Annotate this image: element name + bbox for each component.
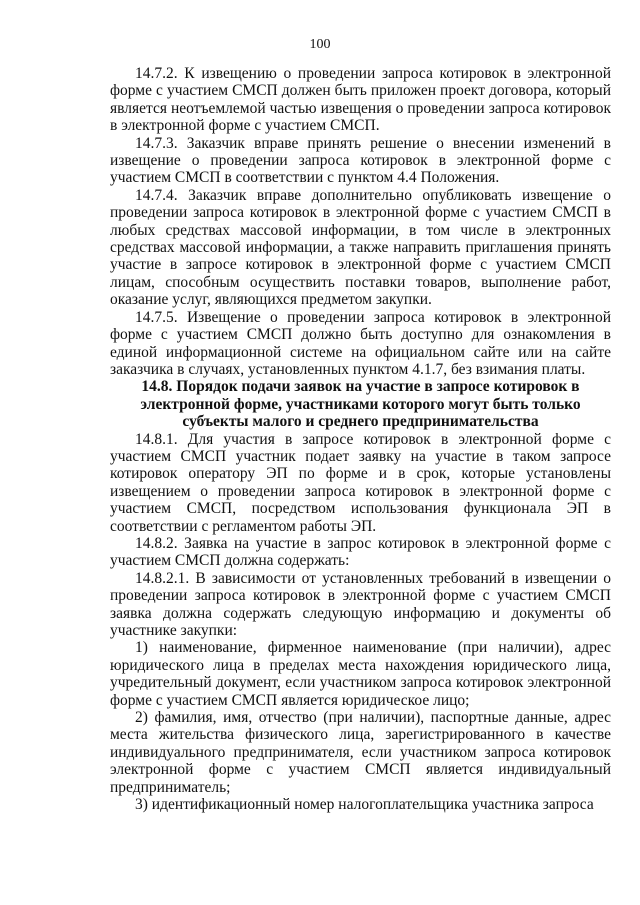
list-item-1: 1) наименование, фирменное наименование (при наличии), адрес юридического лица в пределах места нахождения юридического лица, учредительный документ, если участником запроса котировок электронной форме с участием СМСП является юридическое лицо; xyxy=(110,639,611,709)
list-item-3: 3) идентификационный номер налогоплательщика участника запроса xyxy=(135,796,594,814)
page-number: 100 xyxy=(309,37,331,52)
list-item-2: 2) фамилия, имя, отчество (при наличии), паспортные данные, адрес места жительства физического лица, зарегистрированного в качестве индивидуального предпринимателя, если участником запроса котировок электронной форме с участием СМСП является индивидуальный предприниматель; xyxy=(110,709,611,796)
paragraph-14-8-1: 14.8.1. Для участия в запросе котировок в электронной форме с участием СМСП участник подает заявку на участие в таком запросе котировок оператору ЭП по форме и в срок, которые установлены извещением о проведении запроса котировок в электронной форме с участием СМСП, посредством использования функционала ЭП в соответствии с регламентом работы ЭП. xyxy=(110,430,611,535)
paragraph-14-8-2: 14.8.2. Заявка на участие в запрос котировок в электронной форме с участием СМСП должна содержать: xyxy=(110,534,611,570)
paragraph-14-7-4: 14.7.4. Заказчик вправе дополнительно опубликовать извещение о проведении запроса котировок в электронной форме с участием СМСП в любых средствах массовой информации, в том числе в электронных средствах массовой информации, а также направить приглашения принять участие в запросе котировок в электронной форме с участием СМСП лицам, способным осуществить поставки товаров, выполнение работ, оказание услуг, являющихся предметом закупки. xyxy=(110,186,611,309)
paragraph-14-7-5: 14.7.5. Извещение о проведении запроса котировок в электронной форме с участием СМСП должно быть доступно для ознакомления в единой информационной системе на официальном сайте или на сайте заказчика в случаях, установленных пунктом 4.1.7, без взимания платы. xyxy=(110,308,611,378)
paragraph-14-7-3: 14.7.3. Заказчик вправе принять решение о внесении изменений в извещение о проведении запроса котировок в электронной форме с участием СМСП в соответствии с пунктом 4.4 Положения. xyxy=(110,134,611,187)
document-body xyxy=(110,65,611,813)
paragraph-14-7-2: 14.7.2. К извещению о проведении запроса котировок в электронной форме с участием СМСП должен быть приложен проект договора, который является неотъемлемой частью извещения о проведении запроса котировок в электронной форме с участием СМСП. xyxy=(110,65,611,135)
paragraph-14-8-2-1: 14.8.2.1. В зависимости от установленных требований в извещении о проведении запроса котировок в электронной форме с участием СМСП заявка должна содержать следующую информацию и документы об участнике закупки: xyxy=(110,569,611,639)
section-heading-14-8: 14.8. Порядок подачи заявок на участие в запросе котировок в электронной форме, участниками которого могут быть только субъекты малого и среднего предпринимательства xyxy=(140,378,581,431)
